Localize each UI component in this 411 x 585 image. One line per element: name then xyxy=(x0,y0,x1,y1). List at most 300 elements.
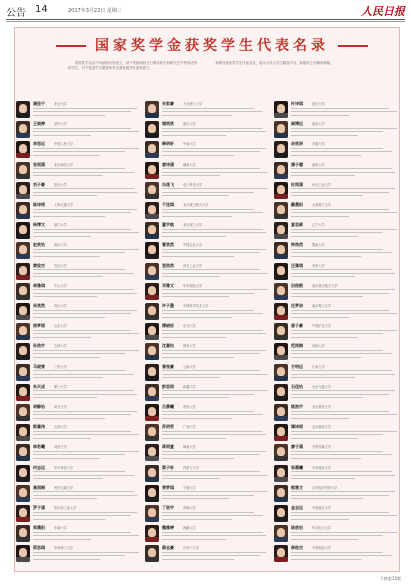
student-entry xyxy=(274,262,398,282)
student-name: 吴昊然 xyxy=(33,303,45,308)
bio-text-line xyxy=(291,337,358,338)
intro-text xyxy=(68,61,340,97)
student-school: 上海交通大学 xyxy=(54,203,74,207)
student-entry xyxy=(274,161,398,181)
bio-text-line xyxy=(162,414,263,415)
bio-text-line xyxy=(162,249,266,250)
student-entry xyxy=(16,140,140,160)
student-school: 河海大学 xyxy=(312,344,325,349)
student-photo xyxy=(274,263,288,280)
bio-text-line xyxy=(162,151,260,152)
bio-text-line xyxy=(33,454,125,455)
student-school: 西北工业大学 xyxy=(183,263,203,268)
bio-text-line xyxy=(162,148,266,149)
bio-text-line xyxy=(291,296,363,297)
bio-text-line xyxy=(291,555,392,556)
student-photo xyxy=(274,384,288,401)
bio-text-line xyxy=(162,175,220,176)
student-school: 北京交通大学 xyxy=(312,384,332,389)
student-photo xyxy=(16,404,30,421)
student-photo xyxy=(145,545,159,562)
bio-text-line xyxy=(291,495,389,496)
bio-text-line xyxy=(291,293,389,294)
student-school: 中国人民大学 xyxy=(54,142,74,147)
student-school: 华中科技大学 xyxy=(54,465,74,470)
student-photo xyxy=(274,424,288,441)
student-name: 魏雅婷 xyxy=(162,525,174,531)
student-photo xyxy=(274,545,288,562)
student-school: 湖南大学 xyxy=(183,162,196,167)
student-entry xyxy=(274,524,398,544)
student-school: 青海大学 xyxy=(183,506,196,510)
bio-text-line xyxy=(291,195,363,196)
bio-text-line xyxy=(162,232,266,233)
student-photo xyxy=(16,505,30,522)
bio-text-line xyxy=(33,515,131,516)
bio-text-line xyxy=(291,411,389,412)
student-school: 广西大学 xyxy=(183,425,196,430)
student-name: 邹晨曦 xyxy=(291,464,303,470)
bio-text-line xyxy=(291,397,363,398)
issue-date: 2017年3月22日 星期三 xyxy=(68,8,122,14)
student-entry xyxy=(145,140,269,160)
title-bar xyxy=(62,35,362,56)
student-photo xyxy=(16,121,30,138)
student-entry xyxy=(145,322,269,342)
student-entry xyxy=(274,302,398,322)
bio-text-line xyxy=(162,353,260,354)
student-entry xyxy=(16,302,140,322)
student-photo xyxy=(274,323,288,340)
student-school: 北京科技大学 xyxy=(312,405,332,409)
bio-text-line xyxy=(162,128,263,129)
bio-text-line xyxy=(33,418,105,419)
student-entry xyxy=(16,524,140,544)
student-photo xyxy=(145,525,159,542)
student-photo xyxy=(145,182,159,199)
bio-text-line xyxy=(291,350,383,351)
bio-text-line xyxy=(291,353,392,354)
bio-text-line xyxy=(162,330,263,331)
bio-text-line xyxy=(33,252,125,253)
student-name: 蒋雨萱 xyxy=(162,444,174,450)
bio-text-line xyxy=(162,256,234,257)
student-school: 辽宁大学 xyxy=(312,223,325,228)
bio-text-line xyxy=(33,397,97,398)
student-photo xyxy=(145,364,159,381)
student-name: 周雅琪 xyxy=(33,282,45,288)
student-school: 浙江大学 xyxy=(54,223,67,228)
student-name: 宋家豪 xyxy=(162,101,174,106)
student-name: 谭诗雨 xyxy=(291,424,303,430)
student-name: 徐梦瑶 xyxy=(33,323,45,329)
student-photo xyxy=(274,121,288,138)
student-name: 邓雅文 xyxy=(162,282,174,288)
student-school: 山东大学 xyxy=(54,324,67,329)
student-entry xyxy=(16,241,140,261)
page-number: 14 xyxy=(35,4,48,15)
bio-text-line xyxy=(162,333,266,334)
student-school: 北京师范大学 xyxy=(54,162,74,167)
student-school: 南京航空航天大学 xyxy=(312,283,338,288)
student-entry xyxy=(145,201,269,221)
student-entry xyxy=(274,140,398,160)
student-entry xyxy=(16,484,140,504)
student-school: 中国矿业大学 xyxy=(312,324,332,329)
bio-text-line xyxy=(291,532,397,533)
student-photo xyxy=(274,202,288,219)
student-school: 延边大学 xyxy=(312,102,325,106)
student-photo xyxy=(16,444,30,461)
bio-text-line xyxy=(291,310,389,311)
student-entry xyxy=(16,221,140,241)
bio-text-line xyxy=(33,135,91,136)
student-photo xyxy=(145,202,159,219)
student-school: 华北电力大学 xyxy=(312,526,332,531)
student-school: 宁夏大学 xyxy=(183,485,196,490)
student-name: 熊雅文 xyxy=(291,484,303,490)
student-entry xyxy=(145,302,269,322)
bio-text-line xyxy=(33,475,134,476)
bio-text-line xyxy=(291,431,397,432)
student-name: 陈诗雨 xyxy=(33,202,45,207)
bio-text-line xyxy=(33,317,105,318)
student-name: 冯逸飞 xyxy=(162,181,174,187)
student-school: 河北工业大学 xyxy=(312,182,332,187)
student-entry xyxy=(274,221,398,241)
student-name: 谢雨欣 xyxy=(162,121,174,127)
student-photo xyxy=(16,303,30,320)
bio-text-line xyxy=(291,273,395,274)
bio-text-line xyxy=(291,458,361,459)
bio-text-line xyxy=(291,111,397,112)
student-photo xyxy=(145,465,159,482)
header-rule xyxy=(6,19,405,20)
bio-text-line xyxy=(291,317,349,318)
student-entry xyxy=(274,322,398,342)
bio-text-line xyxy=(33,458,100,459)
student-entry xyxy=(145,464,269,484)
bio-text-line xyxy=(33,212,131,213)
bio-text-line xyxy=(162,478,220,479)
student-entry xyxy=(145,423,269,443)
bio-text-line xyxy=(33,289,134,290)
bio-text-line xyxy=(33,357,100,358)
student-school: 北京大学 xyxy=(54,102,67,106)
student-entry xyxy=(274,100,398,120)
bio-text-line xyxy=(291,539,358,540)
bio-text-line xyxy=(291,313,397,314)
bio-text-line xyxy=(162,555,260,556)
bio-text-line xyxy=(291,168,392,169)
bio-text-line xyxy=(291,151,392,152)
bio-text-line xyxy=(33,471,125,472)
student-entry xyxy=(274,464,398,484)
bio-text-line xyxy=(291,289,395,290)
bio-text-line xyxy=(162,252,260,253)
bio-text-line xyxy=(162,236,226,237)
student-name: 任梦洁 xyxy=(291,303,303,308)
student-photo xyxy=(16,485,30,502)
bio-text-line xyxy=(33,512,137,513)
student-name: 钟浩然 xyxy=(291,242,303,248)
student-name: 范雨桐 xyxy=(291,343,303,349)
student-school: 石河子大学 xyxy=(183,546,199,551)
student-school: 内蒙古大学 xyxy=(183,465,199,470)
student-photo xyxy=(16,141,30,158)
student-school: 重庆大学 xyxy=(183,122,196,127)
bio-text-line xyxy=(33,374,134,375)
bio-text-line xyxy=(291,515,397,516)
bio-text-line xyxy=(33,216,105,217)
bio-text-line xyxy=(162,539,226,540)
student-entry xyxy=(274,403,398,423)
student-entry xyxy=(274,383,398,403)
bio-text-line xyxy=(33,192,137,193)
bio-text-line xyxy=(162,418,232,419)
bio-text-line xyxy=(33,555,125,556)
bio-text-line xyxy=(291,377,355,378)
student-school: 新疆大学 xyxy=(183,384,196,389)
student-photo xyxy=(145,141,159,158)
student-entry xyxy=(16,363,140,383)
student-school: 厦门大学 xyxy=(54,384,67,389)
bio-text-line xyxy=(33,535,139,536)
student-school: 安徽大学 xyxy=(312,142,325,147)
student-name: 许子墨 xyxy=(162,303,174,308)
bio-text-line xyxy=(33,350,139,351)
student-photo xyxy=(145,162,159,179)
student-name: 沈嘉怡 xyxy=(162,343,174,349)
student-entry xyxy=(274,544,398,564)
student-entry xyxy=(145,443,269,463)
student-entry xyxy=(145,181,269,201)
student-school: 武汉大学 xyxy=(54,263,67,268)
student-photo xyxy=(16,263,30,280)
bio-text-line xyxy=(162,559,234,560)
student-school: 江南大学 xyxy=(312,364,325,369)
student-entry xyxy=(145,100,269,120)
student-name: 廖子涵 xyxy=(291,444,303,450)
bio-text-line xyxy=(291,209,389,210)
bio-text-line xyxy=(33,431,131,432)
student-entry xyxy=(145,342,269,362)
student-name: 王晓婷 xyxy=(33,121,45,127)
student-name: 丁浩宇 xyxy=(162,505,174,510)
bio-text-line xyxy=(162,535,266,536)
bio-text-line xyxy=(33,491,134,492)
bio-text-line xyxy=(33,276,103,277)
student-entry xyxy=(16,181,140,201)
bio-text-line xyxy=(162,293,254,294)
bio-text-line xyxy=(33,249,139,250)
student-school: 郑州大学 xyxy=(183,344,196,349)
student-school: 华东师范大学 xyxy=(183,283,203,288)
student-school: 暨南大学 xyxy=(312,243,325,248)
student-entry xyxy=(16,443,140,463)
student-entry xyxy=(16,423,140,443)
bio-text-line xyxy=(162,229,263,230)
student-entry xyxy=(16,120,140,140)
bio-text-line xyxy=(33,269,125,270)
bio-text-line xyxy=(291,559,361,560)
bio-text-line xyxy=(291,115,349,116)
bio-text-line xyxy=(33,434,139,435)
bio-text-line xyxy=(162,434,266,435)
bio-text-line xyxy=(33,236,91,237)
student-entry xyxy=(16,100,140,120)
bio-text-line xyxy=(162,357,234,358)
bio-text-line xyxy=(33,108,137,109)
bio-text-line xyxy=(162,188,268,189)
student-photo xyxy=(16,384,30,401)
student-photo xyxy=(145,283,159,300)
bio-text-line xyxy=(291,374,395,375)
student-photo xyxy=(145,384,159,401)
bio-text-line xyxy=(162,438,226,439)
bio-text-line xyxy=(162,512,254,513)
bio-text-line xyxy=(291,128,397,129)
intro-paragraph: 国家奖学金由中央政府出资设立，用于奖励高校全日制本科生和研究生中特别优秀的学生，对于促进学生德智体美全面发展具有重要意义。 xyxy=(68,61,198,71)
student-name: 郝俊杰 xyxy=(291,545,303,551)
bio-text-line xyxy=(33,273,134,274)
student-entry xyxy=(16,464,140,484)
student-school: 复旦大学 xyxy=(54,182,67,187)
continuation-note: 下转第15版 xyxy=(379,576,401,581)
bio-text-line xyxy=(162,515,263,516)
student-photo xyxy=(274,283,288,300)
student-photo xyxy=(274,182,288,199)
bio-text-line xyxy=(291,475,395,476)
student-entry xyxy=(274,282,398,302)
student-entry xyxy=(16,322,140,342)
student-entry xyxy=(274,342,398,362)
bio-text-line xyxy=(162,350,266,351)
bio-text-line xyxy=(33,195,97,196)
student-photo xyxy=(16,424,30,441)
bio-text-line xyxy=(162,495,254,496)
bio-text-line xyxy=(162,491,268,492)
student-photo xyxy=(145,263,159,280)
student-school: 北京邮电大学 xyxy=(312,425,332,430)
bio-text-line xyxy=(162,168,260,169)
student-name: 赵欣怡 xyxy=(33,242,45,248)
student-school: 贵州大学 xyxy=(183,405,196,409)
student-photo xyxy=(274,444,288,461)
bio-text-line xyxy=(33,293,137,294)
bio-text-line xyxy=(33,188,134,189)
student-photo xyxy=(16,465,30,482)
student-name: 林若曦 xyxy=(33,444,45,450)
bio-text-line xyxy=(291,108,389,109)
bio-text-line xyxy=(33,296,97,297)
student-school: 南京理工大学 xyxy=(312,304,332,308)
bio-text-line xyxy=(33,377,103,378)
bio-text-line xyxy=(162,532,263,533)
student-name: 杨博文 xyxy=(33,222,45,228)
bio-text-line xyxy=(162,451,266,452)
student-entry xyxy=(274,484,398,504)
bio-text-line xyxy=(33,495,137,496)
student-school: 华南理工大学 xyxy=(54,546,74,551)
student-name: 孙浩宇 xyxy=(33,343,45,349)
student-school: 天津大学 xyxy=(54,425,67,430)
student-name: 杜雨涵 xyxy=(291,181,303,187)
student-photo xyxy=(145,242,159,259)
student-entry xyxy=(274,363,398,383)
student-photo xyxy=(274,101,288,118)
student-name: 曹欣然 xyxy=(162,242,174,248)
student-name: 潘佳宁 xyxy=(33,101,45,106)
student-name: 余欣妍 xyxy=(291,141,303,147)
bio-text-line xyxy=(162,195,229,196)
bio-text-line xyxy=(291,135,358,136)
bio-text-line xyxy=(33,111,131,112)
student-photo xyxy=(145,121,159,138)
bio-text-line xyxy=(33,370,125,371)
student-photo xyxy=(274,303,288,320)
student-entry xyxy=(145,161,269,181)
student-name: 何志远 xyxy=(33,464,45,470)
student-photo xyxy=(145,505,159,522)
bio-text-line xyxy=(291,269,392,270)
bio-text-line xyxy=(33,532,131,533)
bio-text-line xyxy=(291,212,397,213)
student-entry xyxy=(16,201,140,221)
student-name: 方明远 xyxy=(291,363,303,369)
student-photo xyxy=(16,242,30,259)
student-name: 戴晨阳 xyxy=(291,202,303,207)
student-name: 袁浩然 xyxy=(162,262,174,268)
bio-text-line xyxy=(162,317,232,318)
student-school: 云南大学 xyxy=(183,364,196,369)
student-name: 彭思雨 xyxy=(162,383,174,389)
student-photo xyxy=(145,323,159,340)
bio-text-line xyxy=(291,175,355,176)
bio-text-line xyxy=(291,438,358,439)
bio-text-line xyxy=(291,330,397,331)
bio-text-line xyxy=(33,414,131,415)
student-entry xyxy=(145,221,269,241)
bio-text-line xyxy=(33,438,91,439)
student-school: 同济大学 xyxy=(54,445,67,450)
bio-text-line xyxy=(33,519,105,520)
student-entry xyxy=(274,181,398,201)
bio-text-line xyxy=(291,333,383,334)
bio-text-line xyxy=(33,451,139,452)
student-photo xyxy=(145,101,159,118)
bio-text-line xyxy=(33,128,131,129)
student-school: 哈尔滨工业大学 xyxy=(54,506,77,510)
bio-text-line xyxy=(162,131,266,132)
student-entry xyxy=(145,241,269,261)
student-photo xyxy=(145,222,159,239)
student-entry xyxy=(274,120,398,140)
student-school: 南开大学 xyxy=(54,405,67,409)
bio-text-line xyxy=(33,209,137,210)
student-school: 清华大学 xyxy=(54,122,67,127)
student-school: 对外经济贸易大学 xyxy=(312,485,338,490)
bio-text-line xyxy=(162,390,268,391)
student-photo xyxy=(145,424,159,441)
student-school: 中国地质大学 xyxy=(312,546,332,551)
student-name: 石佳怡 xyxy=(291,383,303,389)
bio-text-line xyxy=(33,148,139,149)
bio-text-line xyxy=(33,310,137,311)
student-entry xyxy=(145,383,269,403)
bio-text-line xyxy=(162,209,254,210)
student-photo xyxy=(274,485,288,502)
